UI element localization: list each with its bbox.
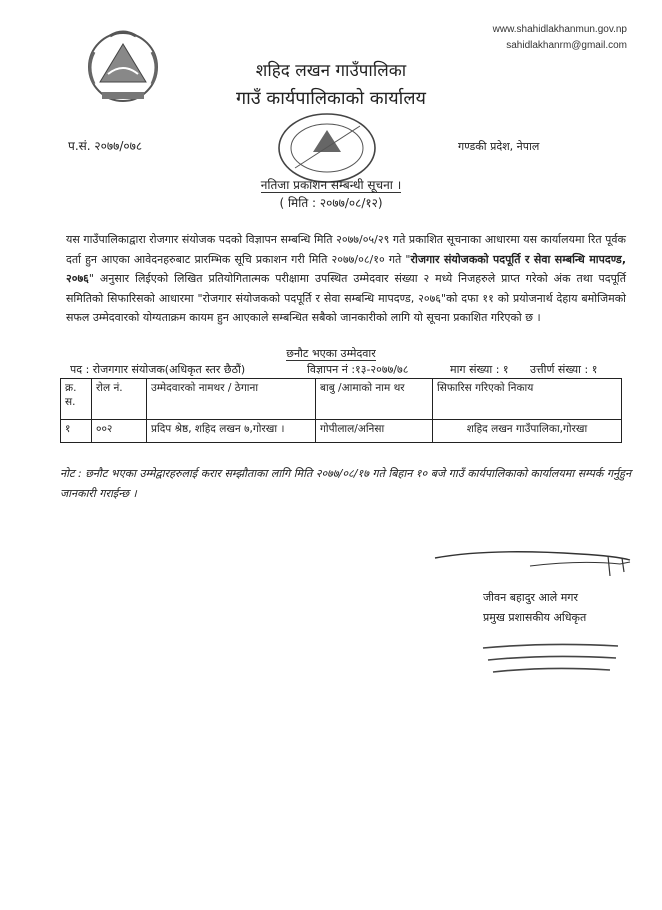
ad-number: विज्ञापन नं :१३-२०७७/७८ (307, 363, 409, 376)
org-name: शहिद लखन गाउँपालिका (255, 61, 407, 81)
official-seal (275, 108, 380, 186)
notice-date: ( मिति : २०७७/०८/१२) (279, 196, 383, 210)
post-label: पद : रोजगगार संयोजक(अधिकृत स्तर छैठौं) (70, 363, 246, 376)
results-table (60, 378, 622, 443)
passed-count: उत्तीर्ण संख्या : १ (530, 363, 598, 376)
guideline-name: रोजगार संयोजकको पदपूर्ति र सेवा सम्बन्धि मापदण्ड, २०७६ (66, 252, 626, 285)
reference-number: प.सं. २०७७/०७८ (68, 139, 143, 153)
province-label: गण्डकी प्रदेश, नेपाल (458, 140, 540, 153)
col-name: उम्मेदवारको नामथर / ठेगाना (147, 379, 316, 420)
table-row (61, 420, 622, 443)
signatory-designation: प्रमुख प्रशासकीय अधिकृत (483, 611, 587, 624)
notice-title: नतिजा प्रकाशन सम्बन्धी सूचना । (260, 178, 402, 192)
cell-roll: ००२ (92, 420, 147, 443)
table-header-row (61, 379, 622, 420)
cell-parents: गोपीलाल/अनिसा (316, 420, 433, 443)
col-sn: क्र. स. (61, 379, 92, 420)
cell-agency: शहिद लखन गाउँपालिका,गोरखा (433, 420, 622, 443)
notice-body: यस गाउँपालिकाद्वारा रोजगार संयोजक पदको विज्ञापन सम्बन्धि मिति २०७७/०५/२९ गते प्रकाशित सूचनाका आधारमा यस कार्यालयमा रित पूर्वक दर्ता हुन आएका आवेदनहरुबाट प्रारम्भिक सूचि प्रकाशन गरी मिति २०७७/०८/१० गते "रोजगार संयोजकको पदपूर्ति र सेवा सम्बन्धि मापदण्ड, २०७६" अनुसार लिईएको लिखित प्रतियोगितात्मक परीक्षामा उपस्थित उम्मेदवार संख्या २ मध्ये निजहरुले प्राप्त गरेको अंक तथा पदपूर्ति समितिको सिफारिसको आधारमा "रोजगार संयोजकको पदपूर्ति र सेवा सम्बन्धि मापदण्ड, २०७६"को दफा ११ को प्रयोजनार्थ देहाय बमोजिमको सफल उम्मेदवारको योग्यताक्रम कायम हुन आएकाले सम्बन्धित सबैको जानकारीको लागि यो सूचना प्रकाशित गरिएको छ । (66, 233, 626, 324)
signature (430, 546, 645, 582)
col-parents: बाबु /आमाको नाम थर (316, 379, 433, 420)
email-link[interactable]: sahidlakhanrm@gmail.com (506, 40, 627, 51)
org-office: गाउँ कार्यपालिकाको कार्यालय (236, 88, 426, 109)
contact-info (493, 22, 627, 54)
note-text: नोट : छनौट भएका उम्मेद्वारहरुलाई करार सम्झौताका लागि मिति २०७७/०८/१७ गते बिहान १० बजे गाउँ कार्यपालिकाको कार्यालयमा सम्पर्क गर्नुहुन जानकारी गराईन्छ । (60, 467, 632, 500)
signatory-name: जीवन बहादुर आले मगर (483, 591, 579, 604)
col-agency: सिफारिस गरिएको निकाय (433, 379, 622, 420)
selected-heading: छनौट भएका उम्मेदवार (286, 347, 376, 360)
demand-count: माग संख्या : १ (450, 363, 509, 376)
cell-sn: १ (61, 420, 92, 443)
col-roll: रोल नं. (92, 379, 147, 420)
official-stamp (478, 640, 623, 678)
cell-name: प्रदिप श्रेष्ठ, शहिद लखन ७,गोरखा । (147, 420, 316, 443)
website-link[interactable]: www.shahidlakhanmun.gov.np (492, 24, 627, 35)
